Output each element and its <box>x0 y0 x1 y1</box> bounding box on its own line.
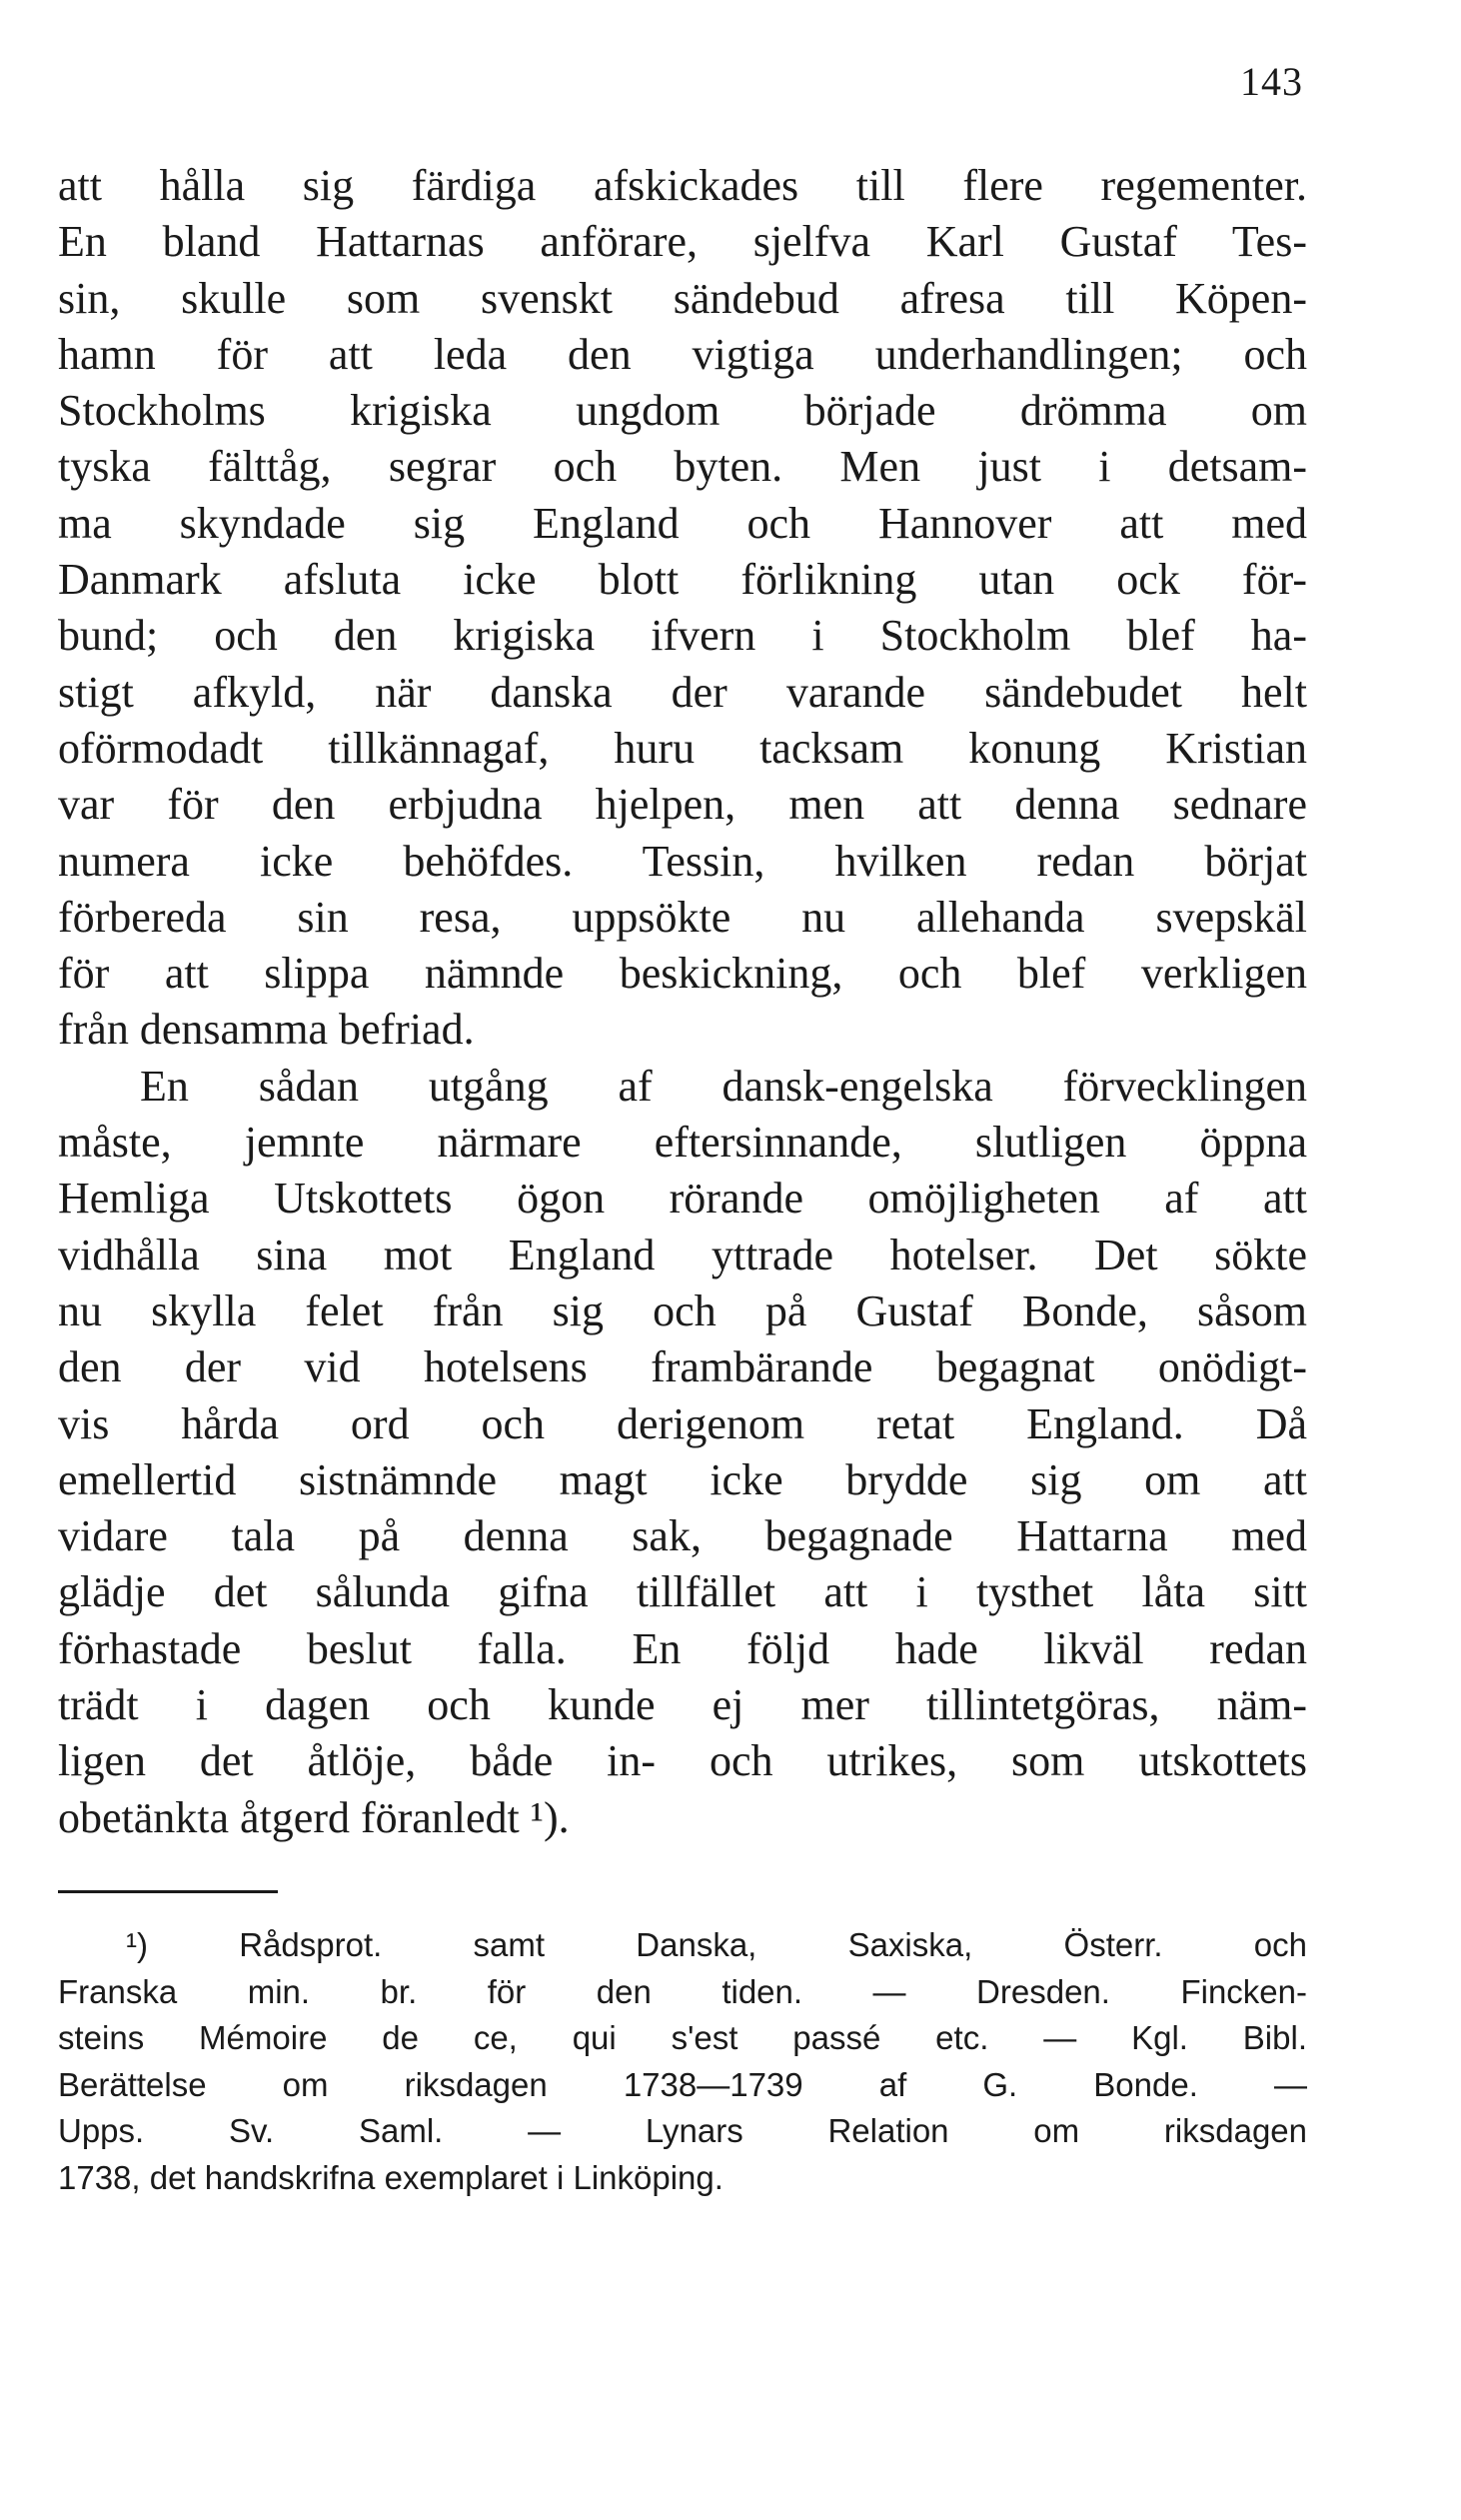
text-line: emellertid sistnämnde magt icke brydde sig om att <box>58 1454 1307 1504</box>
text-line: för att slippa nämnde beskickning, och blef verkligen <box>58 949 1307 999</box>
text-line: förhastade beslut falla. En följd hade likväl redan <box>58 1623 1307 1673</box>
text-line: glädje det sålunda gifna tillfället att i tysthet låta sitt <box>58 1567 1307 1617</box>
text-line: nu skylla felet från sig och på Gustaf Bonde, såsom <box>58 1285 1307 1335</box>
text-line: måste, jemnte närmare eftersinnande, slutligen öppna <box>58 1118 1307 1168</box>
paragraph-end-line: från densamma befriad. <box>58 1005 475 1055</box>
text-line: sin, skulle som svenskt sändebud afresa till Köpen- <box>58 273 1307 323</box>
page-number: 143 <box>1240 59 1303 104</box>
footnote-line: Franska min. br. för den tiden. — Dresden. Fincken- <box>58 1972 1307 2010</box>
text-line: att hålla sig färdiga afskickades till flere regementer. <box>58 161 1307 210</box>
text-line: den der vid hotelsens frambärande begagnat onödigt- <box>58 1342 1307 1392</box>
paragraph-start-line: En sådan utgång af dansk-engelska förvecklingen <box>140 1061 1307 1111</box>
footnote <box>58 1922 1307 2201</box>
text-line: vis hårda ord och derigenom retat England. Då <box>58 1398 1307 1448</box>
text-line: bund; och den krigiska ifvern i Stockholm blef ha- <box>58 611 1307 661</box>
text-line: hamn för att leda den vigtiga underhandlingen; och <box>58 329 1307 379</box>
text-line: Stockholms krigiska ungdom började drömma om <box>58 386 1307 436</box>
text-line: oförmodadt tillkännagaf, huru tacksam konung Kristian <box>58 723 1307 773</box>
footnote-line: 1738, det handskrifna exemplaret i Linköping. <box>58 2158 724 2196</box>
footnote-divider <box>58 1890 278 1893</box>
text-line: förbereda sin resa, uppsökte nu allehanda svepskäl <box>58 892 1307 942</box>
text-line: vidare tala på denna sak, begagnade Hattarna med <box>58 1511 1307 1561</box>
text-line: Danmark afsluta icke blott förlikning utan ock för- <box>58 555 1307 605</box>
text-line: vidhålla sina mot England yttrade hotelser. Det sökte <box>58 1230 1307 1279</box>
text-line: En bland Hattarnas anförare, sjelfva Karl Gustaf Tes- <box>58 217 1307 267</box>
text-line: var för den erbjudna hjelpen, men att denna sednare <box>58 780 1307 830</box>
text-line: stigt afkyld, när danska der varande sändebudet helt <box>58 667 1307 717</box>
text-line: tyska fälttåg, segrar och byten. Men just i detsam- <box>58 442 1307 492</box>
footnote-line: Upps. Sv. Saml. — Lynars Relation om riksdagen <box>58 2112 1307 2149</box>
footnote-line: Berättelse om riksdagen 1738—1739 af G. Bonde. — <box>58 2065 1307 2103</box>
footnote-line: steins Mémoire de ce, qui s'est passé etc. — Kgl. Bibl. <box>58 2019 1307 2056</box>
text-line: trädt i dagen och kunde ej mer tillintetgöras, näm- <box>58 1680 1307 1730</box>
text-line: numera icke behöfdes. Tessin, hvilken redan börjat <box>58 836 1307 886</box>
footnote-line: ¹) Rådsprot. samt Danska, Saxiska, Österr. och <box>126 1926 1307 1963</box>
body-text <box>58 158 1307 1846</box>
paragraph-end-line: obetänkta åtgerd föranledt ¹). <box>58 1792 570 1842</box>
text-line: ligen det åtlöje, både in- och utrikes, som utskottets <box>58 1736 1307 1786</box>
text-line: ma skyndade sig England och Hannover att med <box>58 498 1307 548</box>
text-line: Hemliga Utskottets ögon rörande omöjligheten af att <box>58 1174 1307 1224</box>
